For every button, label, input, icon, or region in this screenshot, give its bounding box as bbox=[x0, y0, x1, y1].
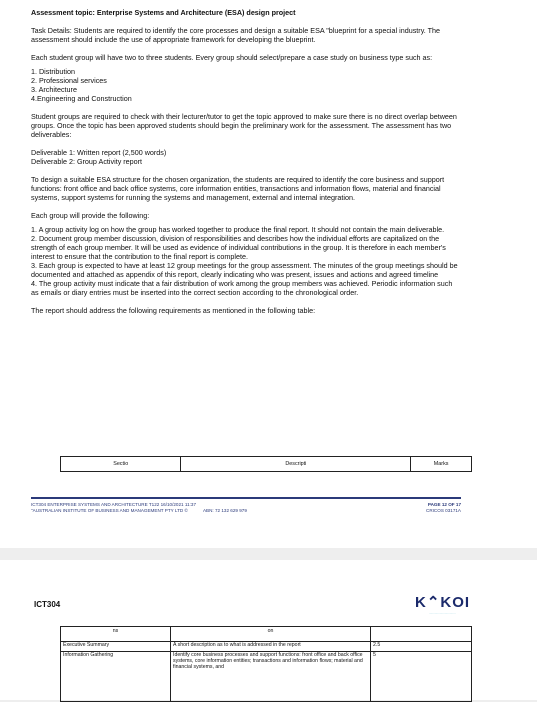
cricos-code: CRICOS 03171A bbox=[426, 508, 461, 513]
provide-item: 4. The group activity must indicate that a fair distribution of work among the group members was achieved. Periodic information such as emails or diary entries must be inserted into the correct section according to the chronological order. bbox=[31, 279, 453, 297]
deliverable-item: Deliverable 2: Group Activity report bbox=[31, 157, 143, 166]
table-header-marks: Marks bbox=[433, 461, 449, 467]
table-header-section: ns bbox=[61, 627, 171, 641]
requirements-table bbox=[60, 626, 472, 702]
assessment-heading: Assessment topic: Enterprise Systems and Architecture (ESA) design project bbox=[31, 8, 296, 17]
approval-paragraph: Student groups are required to check with their lecturer/tutor to get the topic approved to make sure there is no direct overlap between groups. Once the topic has been approved students should begin the preliminary work for the assessment. The assessment has two deliverables: bbox=[31, 112, 457, 139]
koi-logo bbox=[415, 591, 475, 615]
row-section: Information Gathering bbox=[61, 651, 171, 701]
footer-abn: ABN: 72 132 629 979 bbox=[202, 508, 247, 513]
table-header-section: Sectio bbox=[61, 457, 181, 471]
provide-item: 2. Document group member discussion, division of responsibilities and describes how the individual efforts are capitalized on the strength of each group member. It will be used as evidence of individual contributions in the group. It is therefore in each member's interest to ensure that the contribution to the final report is complete. bbox=[31, 234, 446, 261]
task-details: Task Details: Students are required to identify the core processes and design a suitable ESA "blueprint for a special industry. The assessment should include the use of appropriate framework for developing the blueprint. bbox=[31, 26, 441, 44]
footer-institute: "AUSTRALIAN INSTITUTE OF BUSINESS AND MANAGEMENT PTY LTD © bbox=[31, 508, 188, 513]
row-marks: 2.5 bbox=[373, 642, 381, 648]
requirements-table-header bbox=[60, 456, 472, 472]
business-type-item: 4.Engineering and Construction bbox=[31, 94, 132, 103]
deliverable-item: Deliverable 1: Written report (2,500 words) bbox=[31, 148, 167, 157]
footer-left bbox=[31, 502, 247, 514]
footer-right bbox=[426, 502, 461, 514]
provide-intro: Each group will provide the following: bbox=[31, 211, 150, 220]
report-intro: The report should address the following requirements as mentioned in the following table: bbox=[31, 306, 316, 315]
table-header-description: Descripti bbox=[181, 457, 411, 471]
row-description: A short description as to what is addressed in the report bbox=[171, 641, 371, 651]
footer-institute-line bbox=[31, 508, 247, 514]
page-footer bbox=[31, 497, 461, 525]
row-description: Identify core business processes and support functions: front office and back office systems, core information entities; transactions and information flows; material and financial systems, and bbox=[171, 651, 371, 701]
business-type-item: 1. Distribution bbox=[31, 67, 75, 76]
table-header-description: on bbox=[171, 627, 371, 641]
course-code: ICT304 bbox=[34, 600, 61, 609]
page-1-body bbox=[31, 8, 461, 315]
logo-tagline: ................................ bbox=[429, 611, 456, 615]
logo-text: K⌃KOI bbox=[415, 594, 471, 611]
business-type-item: 2. Professional services bbox=[31, 76, 107, 85]
design-paragraph: To design a suitable ESA structure for the chosen organization, the students are required to identify the core business and support functions: front office and back office systems, core information entities, transactions and information flows, material and financial systems, support systems for running the systems and management, external and internal integration. bbox=[31, 175, 445, 202]
row-marks: 5 bbox=[373, 652, 376, 658]
provide-item: 3. Each group is expected to have at least 12 group meetings for the group assessment. The minutes of the group meetings should be documented and attached as appendix of this report, clearly indicating who was present, issues and actions and agreed timeline bbox=[31, 261, 458, 279]
table-row bbox=[61, 627, 471, 642]
provide-item: 1. A group activity log on how the group has worked together to produce the final report. It should not contain the main deliverable. bbox=[31, 225, 445, 234]
table-row bbox=[61, 651, 471, 701]
footer-course-line: ICT304 ENTERPRISE SYSTEMS AND ARCHITECTURE T122 16/10/2021 11:37 bbox=[31, 502, 197, 507]
table-header-marks bbox=[371, 627, 471, 641]
page-number: PAGE 12 OF 17 bbox=[427, 502, 461, 507]
document-page-2 bbox=[0, 560, 537, 700]
group-intro: Each student group will have two to three students. Every group should select/prepare a case study on business type such as: bbox=[31, 53, 433, 62]
business-type-item: 3. Architecture bbox=[31, 85, 77, 94]
row-section: Executive Summary bbox=[61, 641, 171, 651]
